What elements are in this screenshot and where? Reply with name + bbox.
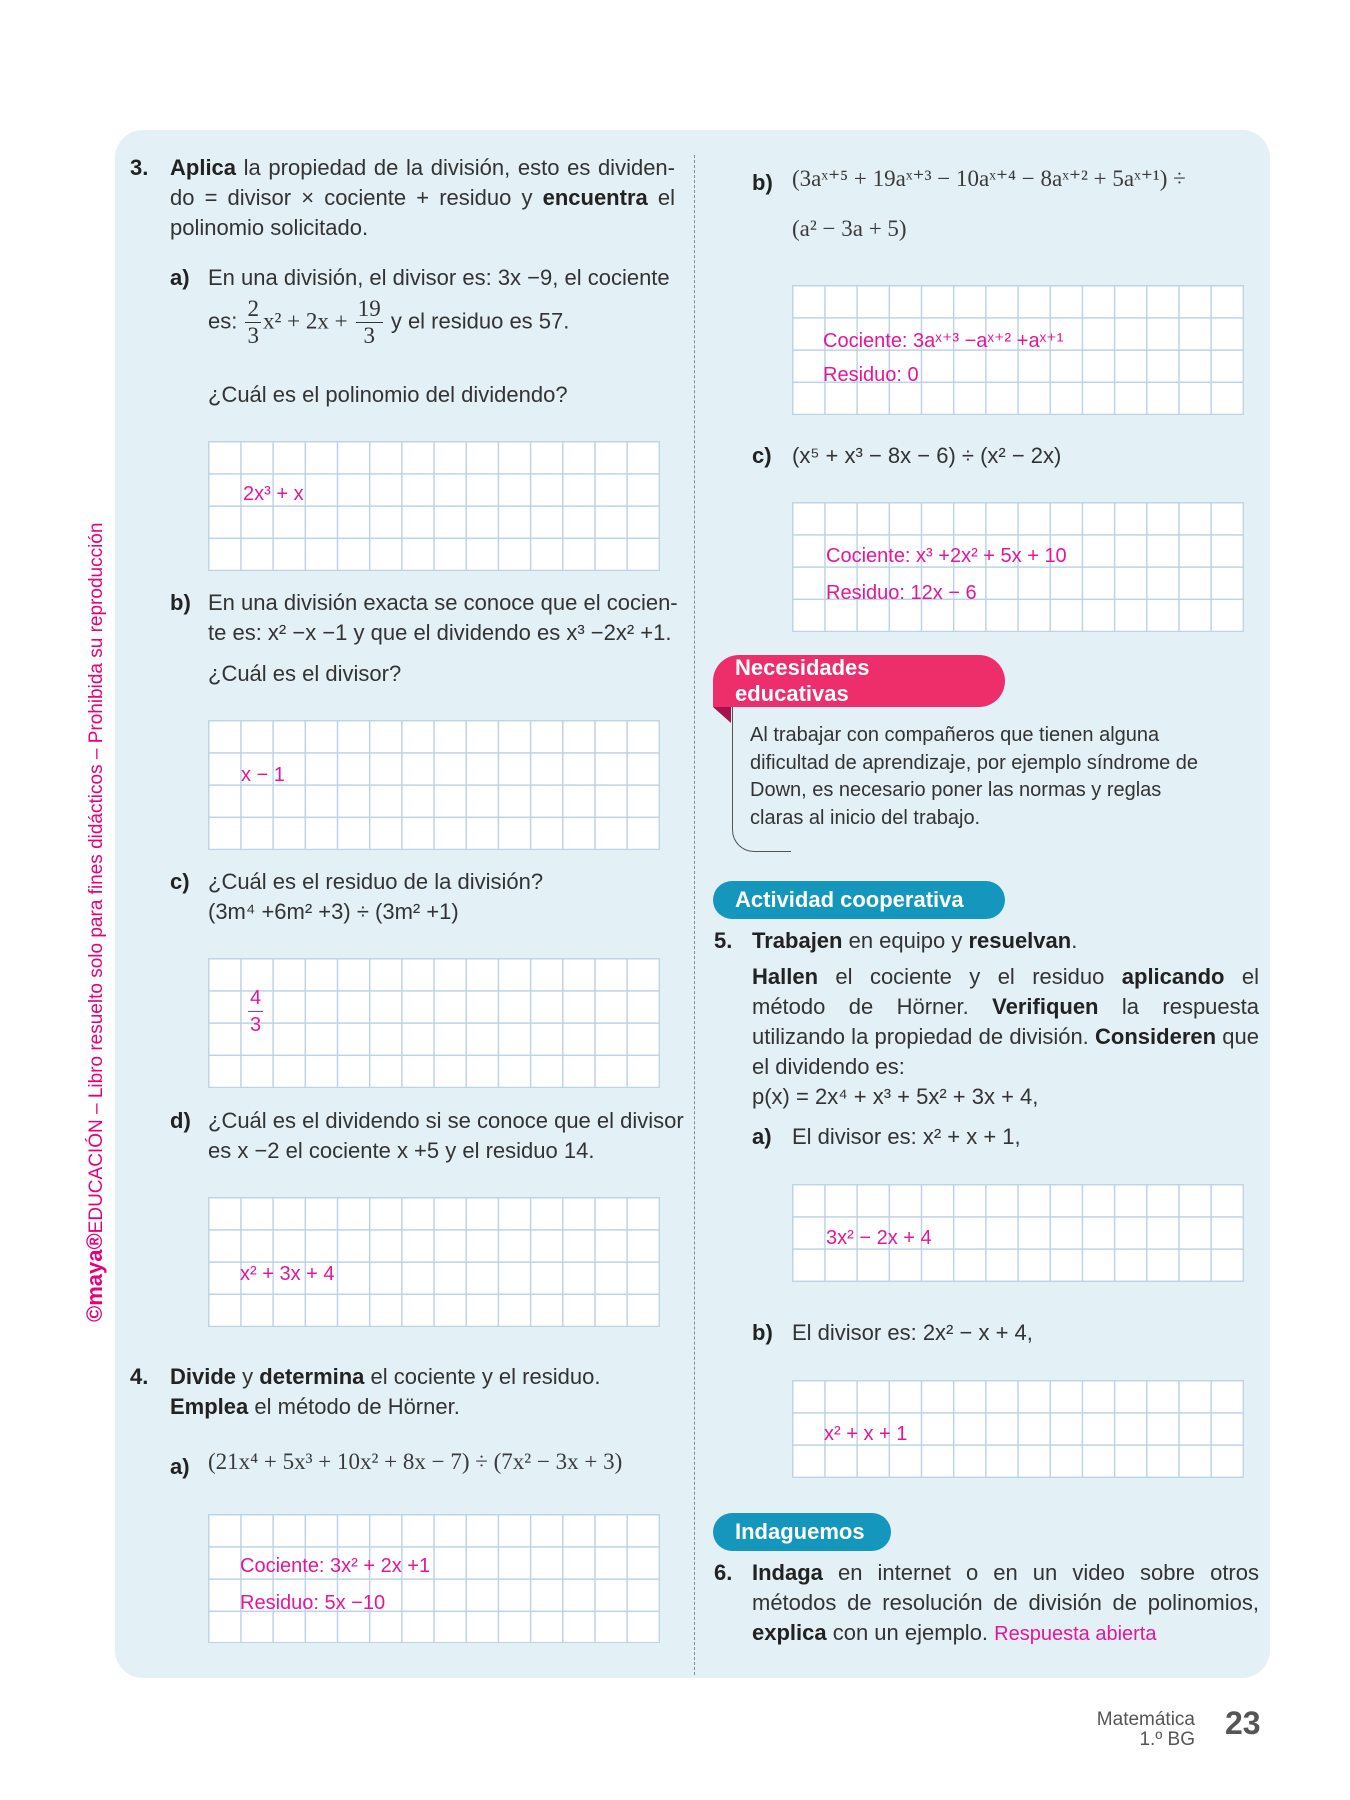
instruction-text: el método de Hörner. xyxy=(248,1394,460,1419)
answer-text: x − 1 xyxy=(241,764,285,786)
text: y el residuo es 57. xyxy=(390,308,570,334)
banner-title: Necesidades educativas xyxy=(735,655,870,706)
necesidades-banner xyxy=(713,655,1005,707)
subject-name: Matemática xyxy=(1096,1709,1195,1730)
banner-fold xyxy=(713,707,731,723)
answer-fraction xyxy=(248,985,263,1038)
item-4b-expression: (3aˣ⁺⁵ + 19aˣ⁺³ − 10aˣ⁺⁴ − 8aˣ⁺² + 5aˣ⁺¹) ÷ xyxy=(792,166,1186,191)
instruction-verb: resuelvan xyxy=(968,928,1072,953)
fraction xyxy=(245,296,261,349)
item-3a-text: En una división, el divisor es: 3x −9, el cociente xyxy=(208,265,670,290)
answer-grid[interactable] xyxy=(208,441,660,571)
numerator: 2 xyxy=(247,296,259,321)
item-label: c) xyxy=(170,869,190,894)
item-label: a) xyxy=(752,1124,772,1149)
answer-quotient: Cociente: x³ +2x² + 5x + 10 xyxy=(826,545,1067,567)
exercise-3-intro xyxy=(130,153,675,243)
numerator: 19 xyxy=(357,296,381,321)
denominator: 3 xyxy=(250,1014,262,1036)
answer-text: Respuesta abierta xyxy=(994,1623,1157,1645)
answer-remainder: Residuo: 12x − 6 xyxy=(826,582,977,604)
item-label: a) xyxy=(170,1454,190,1479)
answer-quotient: Cociente: 3x² + 2x +1 xyxy=(240,1555,431,1577)
instruction-verb: Consideren xyxy=(1095,1024,1217,1049)
answer-grid[interactable] xyxy=(208,1197,660,1327)
item-label: d) xyxy=(170,1108,191,1133)
item-3a-quotient xyxy=(208,296,569,349)
instruction-verb: Emplea xyxy=(170,1394,249,1419)
answer-grid[interactable] xyxy=(208,1514,660,1643)
item-3c-expression: (3m⁴ +6m² +3) ÷ (3m² +1) xyxy=(208,899,459,924)
instruction-text: el polinomio solicitado. xyxy=(170,185,675,240)
instruction-text: el cociente y el residuo xyxy=(818,964,1122,989)
item-5a-text: El divisor es: x² + x + 1, xyxy=(792,1124,1021,1149)
instruction-verb: determina xyxy=(259,1364,365,1389)
cooperativa-banner xyxy=(713,881,1005,919)
item-3b-text: En una división exacta se conoce que el cocien- xyxy=(208,590,678,615)
column-divider xyxy=(694,155,695,1675)
instruction-text: con un ejemplo. xyxy=(826,1620,995,1645)
instruction-text: en equipo y xyxy=(842,928,969,953)
page-number: 23 xyxy=(1225,1705,1261,1741)
instruction-text: en internet o en un video sobre otros métodos de resolución de división de polinomios, xyxy=(752,1560,1259,1615)
instruction-text: el método de Hörner. xyxy=(752,964,1259,1019)
item-3d-text: ¿Cuál es el dividendo si se conoce que el divisor xyxy=(208,1108,684,1133)
text: es: xyxy=(208,308,238,334)
item-label: b) xyxy=(752,1320,773,1345)
item-5b-text: El divisor es: 2x² − x + 4, xyxy=(792,1320,1033,1345)
instruction-text: el cociente y el residuo. xyxy=(364,1364,601,1389)
instruction-text: que el dividendo es: xyxy=(752,1024,1259,1079)
brand-logo: ©maya® xyxy=(82,1233,107,1322)
instruction-text: . xyxy=(1071,928,1078,953)
exercise-number: 5. xyxy=(714,928,733,953)
grade-level: 1.º BG xyxy=(1139,1729,1195,1750)
expression: x² + 2x + xyxy=(262,308,348,334)
item-3b-question: ¿Cuál es el divisor? xyxy=(208,661,402,686)
instruction-verb: aplicando xyxy=(1121,964,1225,989)
exercise-number: 3. xyxy=(130,155,149,180)
item-4b-expression: (a² − 3a + 5) xyxy=(792,216,907,241)
instruction-text: la respuesta utilizando la propiedad de división. xyxy=(752,994,1259,1049)
item-label: a) xyxy=(170,265,190,290)
instruction-verb: Verifiquen xyxy=(992,994,1099,1019)
answer-text: x² + x + 1 xyxy=(824,1423,908,1445)
exercise-number: 4. xyxy=(130,1364,149,1389)
item-label: b) xyxy=(752,170,773,195)
indaguemos-banner xyxy=(713,1513,891,1551)
item-3b-text: te es: x² −x −1 y que el dividendo es x³ −2x² +1. xyxy=(208,620,672,645)
instruction-text: y xyxy=(236,1364,260,1389)
banner-title: Actividad cooperativa xyxy=(735,887,964,912)
item-3d-text: es x −2 el cociente x +5 y el residuo 14. xyxy=(208,1138,595,1163)
copyright-notice xyxy=(82,523,108,1322)
denominator: 3 xyxy=(247,323,259,348)
exercise-4-intro xyxy=(130,1362,675,1422)
item-label: c) xyxy=(752,443,772,468)
item-4c-expression: (x⁵ + x³ − 8x − 6) ÷ (x² − 2x) xyxy=(792,443,1062,468)
fraction xyxy=(356,296,383,349)
exercise-6 xyxy=(714,1558,1259,1649)
answer-grid[interactable] xyxy=(208,958,660,1088)
answer-quotient: Cociente: 3aˣ⁺³ −aˣ⁺² +aˣ⁺¹ xyxy=(823,330,1064,352)
answer-remainder: Residuo: 0 xyxy=(823,364,919,386)
instruction-verb: Divide xyxy=(170,1364,237,1389)
copyright-text: EDUCACIÓN – Libro resuelto solo para fines didácticos – Prohibida su reproducción xyxy=(86,522,107,1234)
answer-text: x² + 3x + 4 xyxy=(240,1263,335,1285)
instruction-verb: Hallen xyxy=(752,964,819,989)
instruction-verb: Trabajen xyxy=(752,928,843,953)
numerator: 4 xyxy=(248,985,263,1012)
answer-text: 3x² − 2x + 4 xyxy=(826,1227,932,1249)
necesidades-body: Al trabajar con compañeros que tienen alguna dificultad de aprendizaje, por ejemplo síndrome de Down, es necesario poner las normas y reglas claras al inicio del trabajo. xyxy=(750,724,1199,829)
item-label: b) xyxy=(170,590,191,615)
item-4a-expression: (21x⁴ + 5x³ + 10x² + 8x − 7) ÷ (7x² − 3x + 3) xyxy=(208,1449,623,1474)
answer-remainder: Residuo: 5x −10 xyxy=(240,1592,386,1614)
banner-title: Indaguemos xyxy=(735,1519,865,1544)
dividend-polynomial: p(x) = 2x⁴ + x³ + 5x² + 3x + 4, xyxy=(752,1084,1039,1109)
exercise-5-intro xyxy=(714,926,1259,1112)
denominator: 3 xyxy=(363,323,375,348)
item-3a-question: ¿Cuál es el polinomio del dividendo? xyxy=(208,382,568,407)
item-3c-text: ¿Cuál es el residuo de la división? xyxy=(208,869,544,894)
exercise-number: 6. xyxy=(714,1560,733,1585)
instruction-verb: encuentra xyxy=(542,185,648,210)
instruction-verb: explica xyxy=(752,1620,827,1645)
instruction-verb: Indaga xyxy=(752,1560,823,1585)
instruction-verb: Aplica xyxy=(170,155,237,180)
answer-text: 2x³ + x xyxy=(243,483,304,505)
instruction-text: la propiedad de la división, esto es dividen-do = divisor × cociente + residuo y xyxy=(170,155,675,210)
footer-subject xyxy=(1097,1710,1195,1750)
